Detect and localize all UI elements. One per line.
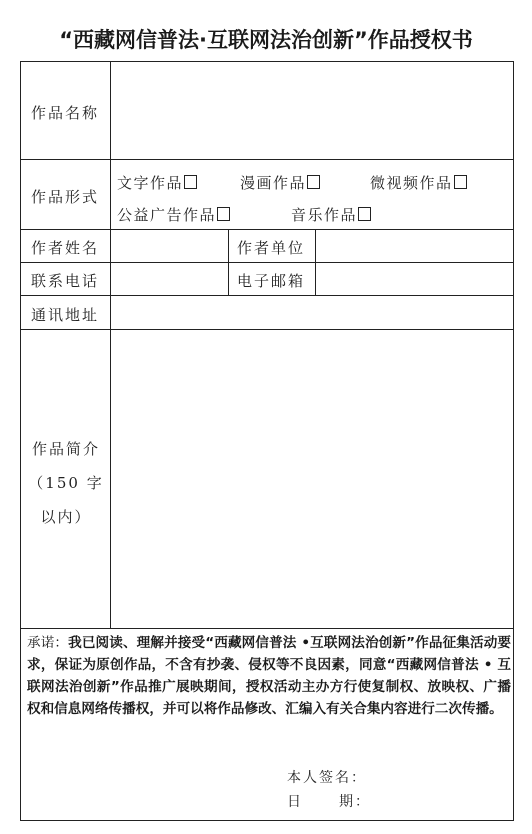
option-comic-work[interactable]: 漫画作品 bbox=[240, 172, 320, 193]
date-field[interactable] bbox=[367, 788, 507, 810]
document-title: “西藏网信普法·互联网法治创新”作品授权书 bbox=[59, 28, 473, 52]
checkbox-text-work[interactable] bbox=[184, 175, 197, 189]
label-phone: 联系电话 bbox=[31, 272, 100, 290]
date-label-first: 日 bbox=[287, 794, 303, 810]
label-intro-limit: （150 字 bbox=[28, 474, 104, 492]
author-unit-field[interactable] bbox=[316, 230, 513, 262]
label-work-form: 作品形式 bbox=[31, 188, 100, 206]
date-label-second: 期： bbox=[339, 794, 371, 810]
row-divider-intro bbox=[21, 628, 513, 629]
checkbox-music-work[interactable] bbox=[358, 207, 371, 221]
intro-field[interactable] bbox=[111, 330, 513, 628]
label-author-unit: 作者单位 bbox=[237, 239, 306, 257]
signature-label: 本人签名： bbox=[287, 770, 367, 786]
pledge-body: 我已阅读、理解并接受“西藏网信普法 •互联网法治创新”作品征集活动要求，保证为原创作品，不含有抄袭、侵权等不良因素，同意“西藏网信普法 • 互联网法治创新”作品推广展映期间，授权活动主办方行使复制权、放映权、广播权和信息网络传播权，并可以将作品修改、汇编入有关合集内容进行二次传播。 bbox=[27, 635, 511, 717]
address-field[interactable] bbox=[111, 296, 513, 329]
row-divider-name bbox=[21, 159, 513, 160]
checkbox-micro-video-work[interactable] bbox=[454, 175, 467, 189]
label-work-name: 作品名称 bbox=[31, 104, 100, 122]
phone-field[interactable] bbox=[111, 263, 228, 295]
label-intro: 作品简介 bbox=[31, 440, 100, 458]
email-field[interactable] bbox=[316, 263, 513, 295]
middle-column-divider bbox=[228, 229, 229, 295]
authorization-form-table bbox=[20, 61, 514, 821]
author-name-field[interactable] bbox=[111, 230, 228, 262]
work-name-field[interactable] bbox=[111, 62, 513, 159]
option-micro-video-work[interactable]: 微视频作品 bbox=[370, 172, 467, 193]
signature-field[interactable] bbox=[367, 764, 507, 786]
label-intro-limit-end: 以内） bbox=[40, 508, 92, 526]
option-public-ad-work[interactable]: 公益广告作品 bbox=[117, 204, 230, 225]
option-music-work[interactable]: 音乐作品 bbox=[291, 204, 371, 225]
pledge-statement bbox=[27, 632, 511, 720]
checkbox-comic-work[interactable] bbox=[307, 175, 320, 189]
label-email: 电子邮箱 bbox=[237, 272, 306, 290]
option-text-work[interactable]: 文字作品 bbox=[117, 172, 197, 193]
label-author-name: 作者姓名 bbox=[31, 239, 100, 257]
checkbox-public-ad-work[interactable] bbox=[217, 207, 230, 221]
label-address: 通讯地址 bbox=[31, 306, 100, 324]
pledge-lead: 承诺： bbox=[27, 635, 69, 651]
